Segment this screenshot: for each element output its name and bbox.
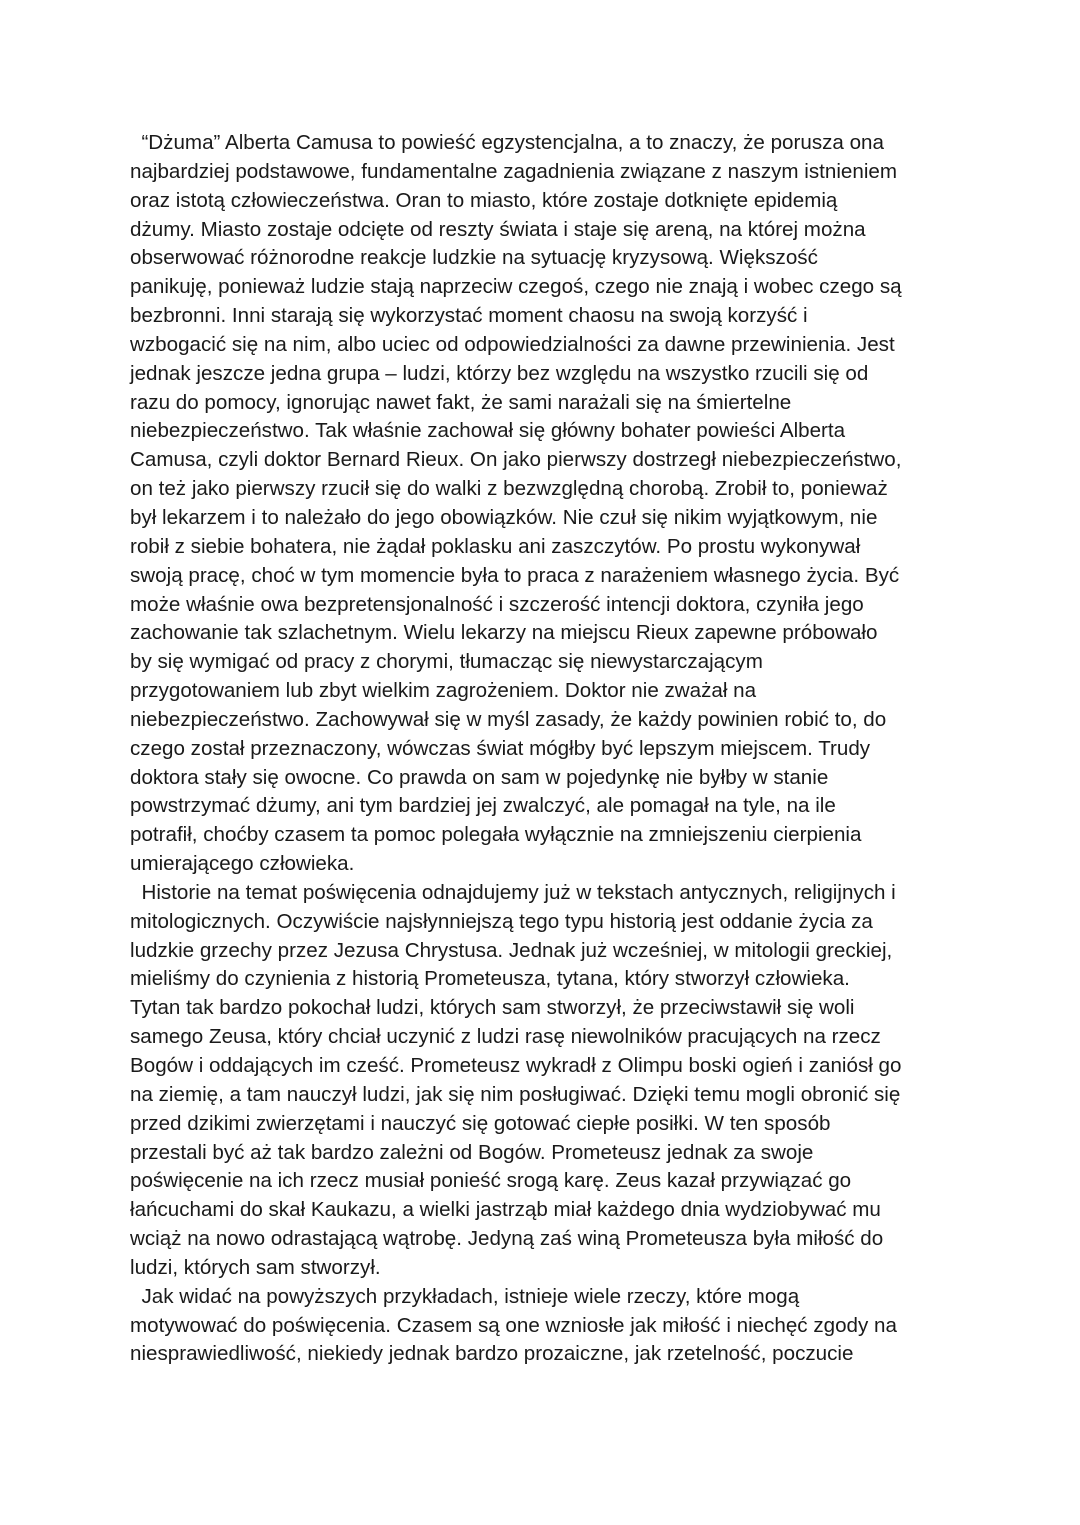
text-line: poświęcenie na ich rzecz musiał ponieść srogą karę. Zeus kazał przywiązać go bbox=[130, 1169, 852, 1193]
text-line: łańcuchami do skał Kaukazu, a wielki jastrząb miał każdego dnia wydziobywać mu bbox=[130, 1198, 881, 1222]
text-line: na ziemię, a tam nauczył ludzi, jak się nim posługiwać. Dzięki temu mogli obronić się bbox=[130, 1082, 901, 1106]
text-line: doktora stały się owocne. Co prawda on sam w pojedynkę nie byłby w stanie bbox=[130, 765, 829, 789]
text-line: obserwować różnorodne reakcje ludzkie na sytuację kryzysową. Większość bbox=[130, 246, 818, 270]
text-line: ludzi, których sam stworzył. bbox=[130, 1255, 381, 1279]
text-line: Jak widać na powyższych przykładach, istnieje wiele rzeczy, które mogą bbox=[130, 1284, 800, 1308]
text-line: wzbogacić się na nim, albo uciec od odpowiedzialności za dawne przewinienia. Jest bbox=[130, 332, 895, 356]
text-line: mieliśmy do czynienia z historią Prometeusza, tytana, który stworzył człowieka. bbox=[130, 967, 850, 991]
text-line: by się wymigać od pracy z chorymi, tłumacząc się niewystarczającym bbox=[130, 650, 763, 674]
text-line: Tytan tak bardzo pokochał ludzi, których sam stworzył, że przeciwstawił się woli bbox=[130, 996, 855, 1020]
text-line: wciąż na nowo odrastającą wątrobę. Jedyną zaś winą Prometeusza była miłość do bbox=[130, 1227, 884, 1251]
text-line: dżumy. Miasto zostaje odcięte od reszty świata i staje się areną, na której można bbox=[130, 217, 866, 241]
text-line: przed dzikimi zwierzętami i nauczyć się gotować ciepłe posiłki. W ten sposób bbox=[130, 1111, 831, 1135]
text-line: “Dżuma” Alberta Camusa to powieść egzystencjalna, a to znaczy, że porusza ona bbox=[130, 131, 884, 154]
text-line: Camusa, czyli doktor Bernard Rieux. On jako pierwszy dostrzegł niebezpieczeństwo, bbox=[130, 448, 902, 472]
text-line: panikuję, ponieważ ludzie stają naprzeciw czegoś, czego nie znają i wobec czego są bbox=[130, 275, 902, 299]
text-line: niesprawiedliwość, niekiedy jednak bardzo prozaiczne, jak rzetelność, poczucie bbox=[130, 1342, 854, 1366]
text-line: motywować do poświęcenia. Czasem są one wzniosłe jak miłość i niechęć zgody na bbox=[130, 1313, 897, 1337]
text-line: samego Zeusa, który chciał uczynić z ludzi rasę niewolników pracujących na rzecz bbox=[130, 1025, 881, 1049]
text-line: potrafił, choćby czasem ta pomoc polegała wyłącznie na zmniejszeniu cierpienia bbox=[130, 823, 862, 847]
text-line: on też jako pierwszy rzucił się do walki z bezwzględną chorobą. Zrobił to, ponieważ bbox=[130, 477, 888, 501]
text-line: najbardziej podstawowe, fundamentalne zagadnienia związane z naszym istnieniem bbox=[130, 159, 897, 183]
text-line: razu do pomocy, ignorując nawet fakt, że sami narażali się na śmiertelne bbox=[130, 390, 792, 414]
text-line: jednak jeszcze jedna grupa – ludzi, którzy bez względu na wszystko rzucili się od bbox=[130, 361, 869, 385]
text-line: ludzkie grzechy przez Jezusa Chrystusa. Jednak już wcześniej, w mitologii greckiej, bbox=[130, 938, 893, 962]
text-line: powstrzymać dżumy, ani tym bardziej jej zwalczyć, ale pomagał na tyle, na ile bbox=[130, 794, 836, 818]
essay-text bbox=[130, 129, 960, 1369]
text-line: przestali być aż tak bardzo zależni od Bogów. Prometeusz jednak za swoje bbox=[130, 1140, 814, 1164]
text-line: Historie na temat poświęcenia odnajdujemy już w tekstach antycznych, religijnych i bbox=[130, 880, 896, 904]
text-line: umierającego człowieka. bbox=[130, 852, 355, 876]
text-line: swoją pracę, choć w tym momencie była to praca z narażeniem własnego życia. Być bbox=[130, 563, 900, 587]
text-line: bezbronni. Inni starają się wykorzystać moment chaosu na swoją korzyść i bbox=[130, 304, 808, 328]
text-line: oraz istotą człowieczeństwa. Oran to miasto, które zostaje dotknięte epidemią bbox=[130, 188, 838, 212]
text-line: czego został przeznaczony, wówczas świat mógłby być lepszym miejscem. Trudy bbox=[130, 736, 871, 760]
text-line: może właśnie owa bezpretensjonalność i szczerość intencji doktora, czyniła jego bbox=[130, 592, 864, 616]
text-line: niebezpieczeństwo. Zachowywał się w myśl zasady, że każdy powinien robić to, do bbox=[130, 707, 887, 731]
text-line: był lekarzem i to należało do jego obowiązków. Nie czuł się nikim wyjątkowym, nie bbox=[130, 505, 878, 529]
text-line: przygotowaniem lub zbyt wielkim zagrożeniem. Doktor nie zważał na bbox=[130, 679, 757, 703]
text-line: zachowanie tak szlachetnym. Wielu lekarzy na miejscu Rieux zapewne próbowało bbox=[130, 621, 878, 645]
text-line: Bogów i oddających im cześć. Prometeusz wykradł z Olimpu boski ogień i zaniósł go bbox=[130, 1054, 902, 1077]
text-line: mitologicznych. Oczywiście najsłynniejszą tego typu historią jest oddanie życia za bbox=[130, 909, 873, 933]
text-line: robił z siebie bohatera, nie żądał poklasku ani zaszczytów. Po prostu wykonywał bbox=[130, 534, 861, 558]
text-line: niebezpieczeństwo. Tak właśnie zachował się główny bohater powieści Alberta bbox=[130, 419, 846, 443]
